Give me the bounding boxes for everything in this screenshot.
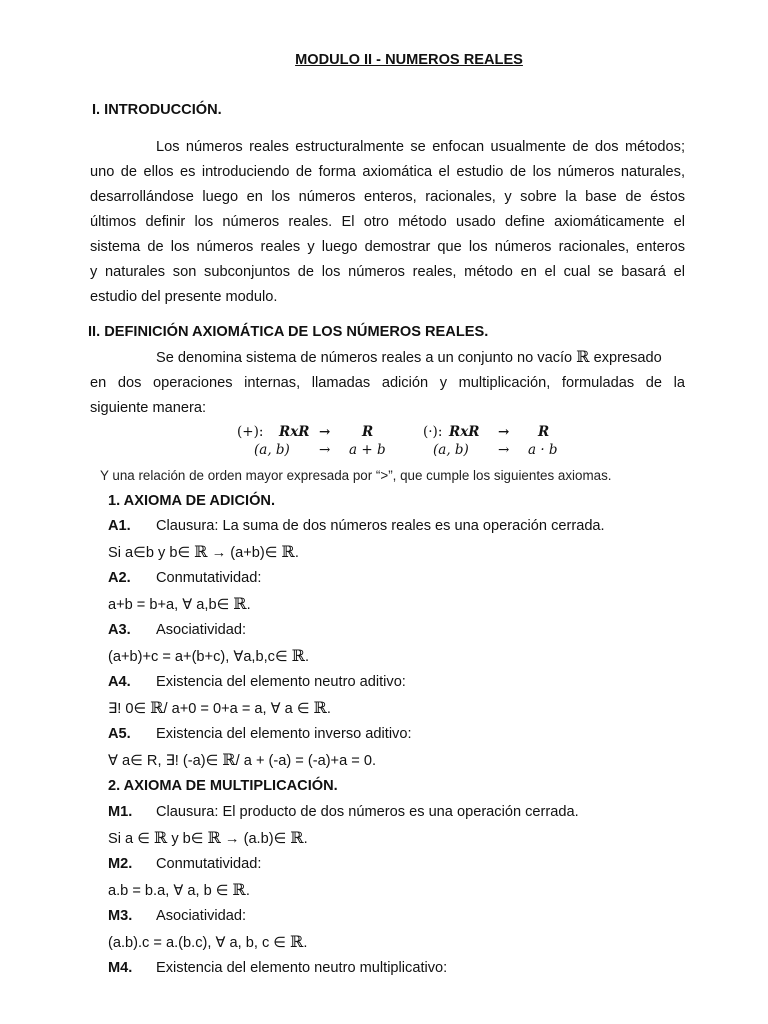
definition-line: Se denomina sistema de números reales a un conjunto no vacío ℝ expresado xyxy=(156,347,662,366)
axiom-formula: (a.b).c = a.(b.c), ∀ a, b, c ∈ ℝ. xyxy=(108,932,308,951)
axiom-label: A4. xyxy=(108,674,131,690)
paragraph-line: sistema de los números reales y luego demostrar que los números racionales, enteros xyxy=(90,239,685,255)
axiom-label: A1. xyxy=(108,518,131,534)
section-heading-introduccion: I. INTRODUCCIÓN. xyxy=(92,102,222,118)
axiom-formula: (a+b)+c = a+(b+c), ∀a,b,c∈ ℝ. xyxy=(108,646,310,665)
reals-symbol: ℝ xyxy=(194,542,208,561)
definition-line: siguiente manera: xyxy=(90,400,207,416)
section-heading-definicion: II. DEFINICIÓN AXIOMÁTICA DE LOS NÚMEROS REALES. xyxy=(88,324,489,340)
reals-symbol: ℝ xyxy=(207,828,221,847)
axiom-label: A3. xyxy=(108,622,131,638)
paragraph-line: últimos definir los números reales. El otro método usado define axiomáticamente el xyxy=(90,214,685,230)
paragraph-line: desarrollándose luego en los números enteros, racionales, y sobre la base de éstos xyxy=(90,189,685,205)
paragraph-line: estudio del presente modulo. xyxy=(90,289,278,305)
axiom-name: Asociatividad: xyxy=(156,908,247,924)
reals-symbol: ℝ xyxy=(150,698,164,717)
reals-symbol: ℝ xyxy=(233,594,247,613)
reals-symbol: ℝ xyxy=(291,646,306,665)
paragraph-line: uno de ellos es introduciendo de forma axiomática el estudio de los números naturales, xyxy=(90,164,685,180)
axiom-heading-adicion: 1. AXIOMA DE ADICIÓN. xyxy=(108,493,276,509)
definition-line: en dos operaciones internas, llamadas adición y multiplicación, formuladas de la xyxy=(90,375,685,391)
axiom-formula: a.b = b.a, ∀ a, b ∈ ℝ. xyxy=(108,880,250,899)
axiom-name: Conmutatividad: xyxy=(156,570,262,586)
axiom-label: M2. xyxy=(108,856,133,872)
axiom-formula: a+b = b+a, ∀ a,b∈ ℝ. xyxy=(108,594,251,613)
axiom-heading-multiplicacion: 2. AXIOMA DE MULTIPLICACIÓN. xyxy=(108,778,338,794)
reals-symbol: ℝ xyxy=(281,542,295,561)
reals-symbol: ℝ xyxy=(290,828,304,847)
axiom-label: M4. xyxy=(108,960,133,976)
axiom-label: M1. xyxy=(108,804,133,820)
axiom-name: Asociatividad: xyxy=(156,622,247,638)
page-title: MODULO II - NUMEROS REALES xyxy=(295,52,523,68)
reals-symbol: ℝ xyxy=(153,828,168,847)
axiom-name: Existencia del elemento neutro multiplicativo: xyxy=(156,960,448,976)
reals-symbol: ℝ xyxy=(576,347,590,366)
axiom-name: Clausura: El producto de dos números es una operación cerrada. xyxy=(156,804,579,820)
axiom-formula: ∀ a∈ R, ∃! (-a)∈ ℝ/ a + (-a) = (-a)+a = 0. xyxy=(108,750,376,769)
axiom-formula: ∃! 0∈ ℝ/ a+0 = 0+a = a, ∀ a ∈ ℝ. xyxy=(108,698,331,717)
axiom-label: M3. xyxy=(108,908,133,924)
order-relation-note: Y una relación de orden mayor expresada por “>”, que cumple los siguientes axiomas. xyxy=(100,468,612,483)
reals-symbol: ℝ xyxy=(313,698,327,717)
axiom-name: Existencia del elemento inverso aditivo: xyxy=(156,726,412,742)
axiom-name: Conmutatividad: xyxy=(156,856,262,872)
paragraph-line: y naturales son subconjuntos de los números reales, método en el cual se basará el xyxy=(90,264,685,280)
axiom-name: Existencia del elemento neutro aditivo: xyxy=(156,674,406,690)
reals-symbol: ℝ xyxy=(232,880,246,899)
axiom-label: A5. xyxy=(108,726,131,742)
axiom-name: Clausura: La suma de dos números reales es una operación cerrada. xyxy=(156,518,605,534)
axiom-formula: Si a ∈ ℝ y b∈ ℝ → (a.b)∈ ℝ. xyxy=(108,828,308,847)
paragraph-line: Los números reales estructuralmente se enfocan usualmente de dos métodos; xyxy=(156,139,685,155)
reals-symbol: ℝ xyxy=(290,932,304,951)
reals-symbol: ℝ xyxy=(222,750,236,769)
axiom-label: A2. xyxy=(108,570,131,586)
axiom-formula: Si a∈b y b∈ ℝ → (a+b)∈ ℝ. xyxy=(108,542,299,561)
